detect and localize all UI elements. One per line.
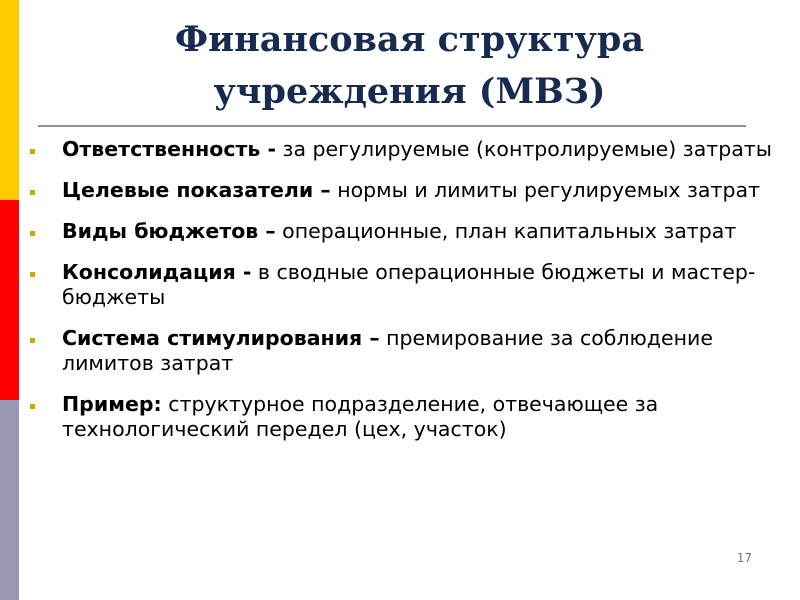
accent-bar-red [0,200,19,400]
bullet-term: Целевые показатели – [62,178,331,202]
bullet-list [30,137,790,458]
bullet-icon [30,404,35,409]
bullet-term: Ответственность - [62,137,277,161]
bullet-text: в сводные операционные бюджеты и мастер-бюджеты [62,260,756,309]
bullet-item [30,392,790,442]
bullet-icon [30,231,35,236]
bullet-text: премирование за соблюдение лимитов затрат [62,326,713,375]
bullet-icon [30,149,35,154]
bullet-term: Консолидация - [62,260,252,284]
slide-title-line-2: учреждения (МВЗ) [213,71,606,112]
slide-title-line-1: Финансовая структура [174,19,645,60]
bullet-term: Система стимулирования – [62,326,380,350]
bullet-item [30,260,790,310]
bullet-item [30,137,790,162]
title-divider [38,125,746,127]
bullet-item [30,326,790,376]
bullet-text: нормы и лимиты регулируемых затрат [330,178,760,202]
accent-bar-gray [0,400,19,600]
slide-title [19,14,800,118]
bullet-item [30,178,790,203]
bullet-text: структурное подразделение, отвечающее за технологический передел (цех, участок) [62,392,659,441]
bullet-item [30,219,790,244]
bullet-text: операционные, план капитальных затрат [275,219,737,243]
bullet-icon [30,272,35,277]
accent-bar-yellow [0,0,19,200]
bullet-term: Пример: [62,392,162,416]
page-number: 17 [736,551,752,565]
bullet-icon [30,190,35,195]
bullet-text: за регулируемые (контролируемые) затраты [276,137,772,161]
bullet-term: Виды бюджетов – [62,219,276,243]
bullet-icon [30,338,35,343]
